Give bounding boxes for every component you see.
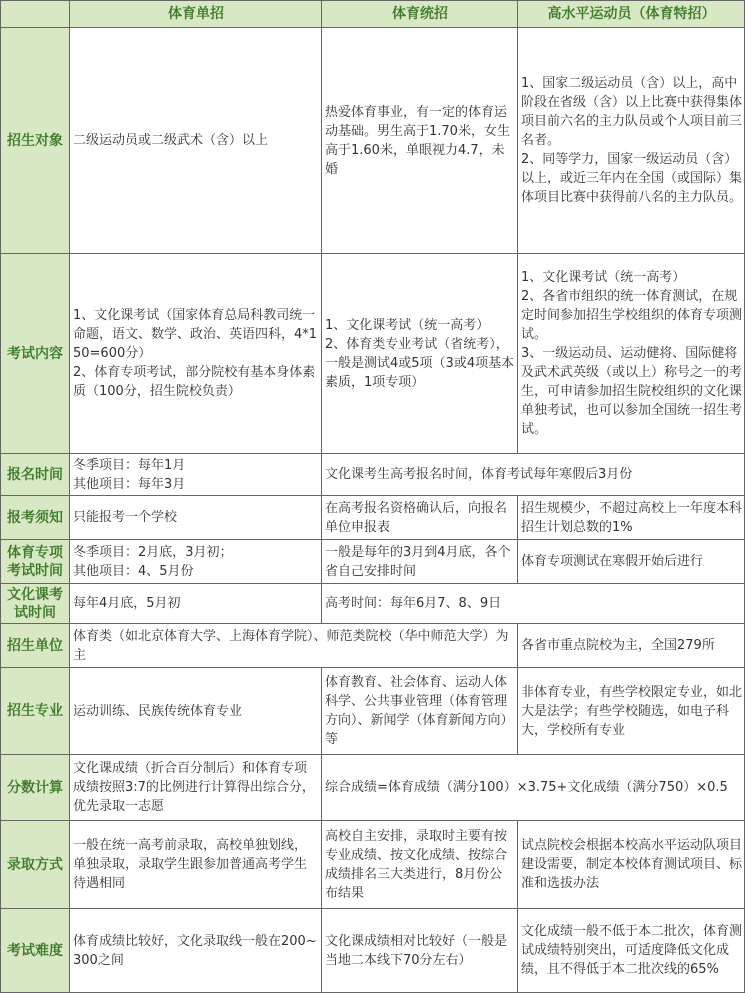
cell-single: 文化课成绩（折合百分制后）和体育专项成绩按照3:7的比例进行计算得出综合分，优先录取一志愿 [70,755,322,821]
row-label: 分数计算 [1,755,70,821]
row-label: 招生对象 [1,28,70,254]
row-admitting-institutions [1,624,745,668]
cell-single: 二级运动员或二级武术（含）以上 [70,28,322,254]
cell-line: 1、文化课考试（国家体育总局科教司统一命题，语文、数学、政治、英语四科，4*150=600分） [73,308,318,361]
cell-high-level: 招生规模少，不超过高校上一年度本科招生计划总数的1% [518,496,745,540]
cell-single: 一般在统一高考前录取，高校单独划线，单独录取，录取学生跟参加普通高考学生待遇相同 [70,821,322,909]
cell-line: 冬季项目：每年1月 [73,457,186,473]
row-academic-exam-time [1,584,745,624]
cell-line: 2、各省市组织的统一体育测试，在规定时间参加招生学校组织的体育专项测试。 [521,289,743,342]
cell-single: 体育成绩比较好，文化录取线一般在200~300之间 [70,909,322,993]
row-admission-majors [1,668,745,755]
cell-line: 2、同等学力，国家一级运动员（含）以上，或近三年内在全国（或国际）集体项目比赛中获得前八名的主力队员。 [521,152,743,205]
cell-single: 每年4月底，5月初 [70,584,322,624]
cell-line: 2、体育类专业考试（省统考），一般是测试4或5项（3或4项基本素质，1项专项） [325,336,515,390]
row-label: 招生单位 [1,624,70,668]
row-admission-method [1,821,745,909]
cell-single [70,540,322,584]
row-enrollment-target [1,28,745,254]
cell-line: 1、文化课考试（统一高考） [325,317,490,333]
row-application-notes [1,496,745,540]
row-label: 录取方式 [1,821,70,909]
header-corner [1,1,70,28]
cell-high-level [518,254,745,454]
cell-high-level: 非体育专业，有些学校限定专业，如北大是法学；有些学校随选，如电子科大，学校所有专业 [518,668,745,755]
header-sports-single-admission: 体育单招 [70,1,322,28]
row-label: 报考须知 [1,496,70,540]
row-label: 考试难度 [1,909,70,993]
cell-unified: 高校自主安排，录取时主要有按专业成绩、按文化成绩、按综合成绩排名三大类进行，8月份公布结果 [322,821,518,909]
row-sports-exam-time [1,540,745,584]
cell-unified: 一般是每年的3月到4月底，各个省自己安排时间 [322,540,518,584]
cell-line: 其他项目：4、5月份 [73,563,194,579]
row-label: 报名时间 [1,454,70,496]
cell-unified: 在高考报名资格确认后，向报名单位申报表 [322,496,518,540]
row-label: 考试内容 [1,254,70,454]
cell-single [70,454,322,496]
cell-single [70,254,322,454]
cell-single-and-unified: 体育类（如北京体育大学、上海体育学院）、师范类院校（华中师范大学）为主 [70,624,518,668]
row-exam-content [1,254,745,454]
cell-high-level: 文化成绩一般不低于本二批次，体育测试成绩特别突出，可适度降低文化成绩，且不得低于本二批次线的65% [518,909,745,993]
cell-line: 其他项目：每年3月 [73,476,186,492]
row-label: 体育专项考试时间 [1,540,70,584]
row-label: 文化课考试时间 [1,584,70,624]
row-registration-time [1,454,745,496]
cell-unified: 文化课成绩相对比较好（一般是当地二本线下70分左右） [322,909,518,993]
cell-single: 只能报考一个学校 [70,496,322,540]
cell-high-level [518,28,745,254]
row-exam-difficulty [1,909,745,993]
cell-line: 冬季项目：2月底，3月初； [73,544,233,560]
cell-high-level: 试点院校会根据本校高水平运动队项目建设需要，制定本校体育测试项目、标准和选拔办法 [518,821,745,909]
row-label: 招生专业 [1,668,70,755]
cell-unified: 热爱体育事业，有一定的体育运动基础。男生高于1.70米，女生高于1.60米，单眼视力4.7，未婚 [322,28,518,254]
cell-unified: 体育教育、社会体育、运动人体科学、公共事业管理（体育管理方向）、新闻学（体育新闻方向）等 [322,668,518,755]
cell-unified-and-high-level: 综合成绩=体育成绩（满分100）×3.75+文化成绩（满分750）×0.5 [322,755,745,821]
cell-unified-and-high-level: 文化课考生高考报名时间，体育考试每年寒假后3月份 [322,454,745,496]
header-high-level-athlete: 高水平运动员（体育特招） [518,1,745,28]
cell-unified [322,254,518,454]
row-score-calculation [1,755,745,821]
cell-high-level: 体育专项测试在寒假开始后进行 [518,540,745,584]
header-sports-unified-admission: 体育统招 [322,1,518,28]
cell-line: 3、一级运动员、运动健将、国际健将及武术武英级（或以上）称号之一的考生，可申请参加招生院校组织的文化课单独考试，也可以参加全国统一招生考试。 [521,346,743,437]
cell-single: 运动训练、民族传统体育专业 [70,668,322,755]
cell-high-level: 各省市重点院校为主，全国279所 [518,624,745,668]
cell-line: 1、国家二级运动员（含）以上，高中阶段在省级（含）以上比赛中获得集体项目前六名的主力队员或个人项目前三名者。 [521,76,743,148]
header-row [1,1,745,28]
cell-unified-and-high-level: 高考时间：每年6月7、8、9日 [322,584,745,624]
cell-line: 2、体育专项考试，部分院校有基本身体素质（100分，招生院校负责） [73,365,316,399]
cell-line: 1、文化课考试（统一高考） [521,270,686,285]
